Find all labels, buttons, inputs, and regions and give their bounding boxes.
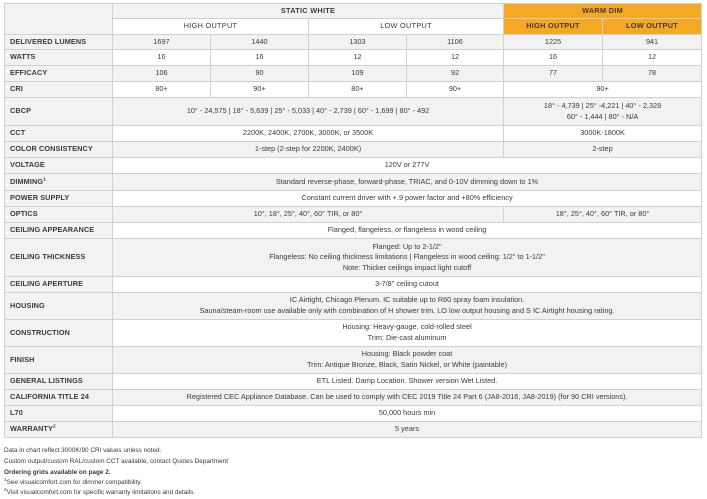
value-cell: 1697 [113,35,211,50]
row-label: HOUSING [5,293,113,320]
value-cell: 5 years [113,422,702,438]
row-label: COLOR CONSISTENCY [5,142,113,158]
value-cell: 90+ [407,82,504,98]
footnote-1 [4,478,142,486]
footnote-1-text: See visualcomfort.com for dimmer compatibility. [6,479,142,487]
row-label: VOLTAGE [5,158,113,174]
value-cell [113,293,702,320]
value-cell: Flanged, flangeless, or flangeless in wood ceiling [113,223,702,239]
static-low-output-header: LOW OUTPUT [309,19,504,35]
finish-line-1: Housing: Black powder coat [361,349,453,359]
value-cell: 90+ [504,82,702,98]
row-label: CEILING THICKNESS [5,239,113,277]
value-cell: 106 [113,66,211,82]
value-cell: 16 [211,50,309,66]
ordering-note-text: Ordering grids available on page 2. [4,469,111,476]
warm-value-cell: 3000K-1800K [504,126,702,142]
warm-high-output-header: HIGH OUTPUT [504,19,603,35]
footnote-data-note: Data in chart reflect 3000K/90 CRI values unless noted. [4,447,162,454]
value-cell: ETL Listed. Damp Location. Shower version Wet Listed. [113,374,702,390]
value-cell: 80+ [113,82,211,98]
ceiling-thickness-line-3: Note: Thicker ceilings impact light cutoff [342,262,472,272]
ceiling-thickness-line-2: Flangeless: No ceiling thickness limitations | Flangeless in wood ceiling: 1/2" to 1-1/2" [269,252,545,262]
row-warranty [5,422,702,438]
value-cell: 16 [113,50,211,66]
finish-line-2: Trim: Antique Bronze, Black, Satin Nickel, or White (paintable) [306,360,508,369]
value-cell [113,239,702,277]
value-cell: 92 [407,66,504,82]
value-cell: Constant current driver with +.9 power factor and +80% efficiency [113,191,702,207]
row-housing [5,293,702,320]
row-label: CCT [5,126,113,142]
row-label: WATTS [5,50,113,66]
row-label: CEILING APPEARANCE [5,223,113,239]
row-label: CONSTRUCTION [5,320,113,347]
row-label: CALIFORNIA TITLE 24 [5,390,113,406]
construction-line-1: Housing: Heavy-gauge, cold-rolled steel [342,322,472,332]
row-label [5,422,113,438]
value-cell [113,320,702,347]
row-l70 [5,406,702,422]
value-cell: 1440 [211,35,309,50]
row-ceiling-appearance [5,223,702,239]
row-color-consistency [5,142,702,158]
footnote-2 [4,488,195,496]
header-row-1 [5,4,702,19]
warm-dim-header: WARM DIM [504,4,702,19]
row-ceiling-aperture [5,277,702,293]
value-cell: 80+ [309,82,407,98]
footnote-marker: 2 [52,424,56,430]
value-cell [113,347,702,374]
value-cell: 1225 [504,35,603,50]
value-cell: 109 [309,66,407,82]
housing-line-1: IC Airtight, Chicago Plenum. IC suitable up to R60 spray foam insulation. [289,295,525,305]
footnote-1-marker: 1 [4,478,7,483]
footnote-marker: 1 [43,177,46,183]
value-cell: 90+ [211,82,309,98]
static-high-output-header: HIGH OUTPUT [113,19,309,35]
row-construction [5,320,702,347]
value-cell: 16 [504,50,603,66]
spec-table [4,3,702,438]
value-cell: 1106 [407,35,504,50]
footnote-2-text: Visit visualcomfort.com for specific warranty limitations and details. [6,489,196,497]
row-general-listings [5,374,702,390]
footnote-2-marker: 2 [4,488,7,493]
row-label: CEILING APERTURE [5,277,113,293]
row-cri [5,82,702,98]
row-cbcp [5,98,702,126]
static-value-cell: 2200K, 2400K, 2700K, 3000K, or 3500K [113,126,504,142]
row-label: L70 [5,406,113,422]
warm-low-output-header: LOW OUTPUT [603,19,702,35]
static-value-cell: 10°, 18°, 25°, 40°, 60° TIR, or 80° [113,207,504,223]
row-california-title-24 [5,390,702,406]
warm-value-cell: 18°, 25°, 40°, 60° TIR, or 80° [504,207,702,223]
value-cell: Standard reverse-phase, forward-phase, TRIAC, and 0-10V dimming down to 1% [113,174,702,191]
header-blank-cell [5,4,113,35]
row-label: CBCP [5,98,113,126]
value-cell: 120V or 277V [113,158,702,174]
row-finish [5,347,702,374]
cbcp-warm-line-2: 60° - 1,444 | 80° - N/A [566,111,639,121]
footnote-ordering-note [4,469,111,476]
row-cct [5,126,702,142]
row-watts [5,50,702,66]
row-delivered-lumens [5,35,702,50]
row-label: DELIVERED LUMENS [5,35,113,50]
row-label: CRI [5,82,113,98]
row-voltage [5,158,702,174]
value-cell: 941 [603,35,702,50]
row-power-supply [5,191,702,207]
row-label: POWER SUPPLY [5,191,113,207]
static-white-header: STATIC WHITE [113,4,504,19]
value-cell: 78 [603,66,702,82]
value-cell: 90 [211,66,309,82]
value-cell: 3-7/8" ceiling cutout [113,277,702,293]
dimming-label-text: DIMMING [10,176,44,186]
value-cell: 12 [309,50,407,66]
row-label: GENERAL LISTINGS [5,374,113,390]
cbcp-warm-line-1: 18° - 4,739 | 25° -4,221 | 40° - 2,328 [543,100,662,110]
value-cell: 1303 [309,35,407,50]
value-cell: 77 [504,66,603,82]
row-label: EFFICACY [5,66,113,82]
static-value-cell: 10° - 24,575 | 18° - 5,639 | 25° - 5,033 | 40° - 2,739 | 60° - 1,699 | 80° - 492 [113,98,504,126]
value-cell: Registered CEC Appliance Database. Can be used to comply with CEC 2019 Title 24 Part 6 (JA8-2016, JA8-2019) (for 90 CRI versions). [113,390,702,406]
warm-value-cell: 2-step [504,142,702,158]
row-label: OPTICS [5,207,113,223]
value-cell: 50,000 hours min [113,406,702,422]
row-optics [5,207,702,223]
construction-line-2: Trim: Die-cast aluminum [367,333,447,342]
row-dimming [5,174,702,191]
ceiling-thickness-line-1: Flanged: Up to 2-1/2" [372,241,442,251]
footnote-custom-note: Custom output/custom RAL/custom CCT available, contact Quotes Department [4,458,229,465]
housing-line-2: Sauna/steam-room use available only with combination of H shower trim, LO low output housing and S IC Airtight housing rating. [199,306,615,315]
row-efficacy [5,66,702,82]
warm-value-cell [504,98,702,126]
row-label: FINISH [5,347,113,374]
value-cell: 12 [407,50,504,66]
value-cell: 12 [603,50,702,66]
static-value-cell: 1-step (2-step for 2200K, 2400K) [113,142,504,158]
row-ceiling-thickness [5,239,702,277]
row-label [5,174,113,191]
warranty-label-text: WARRANTY [10,424,53,434]
